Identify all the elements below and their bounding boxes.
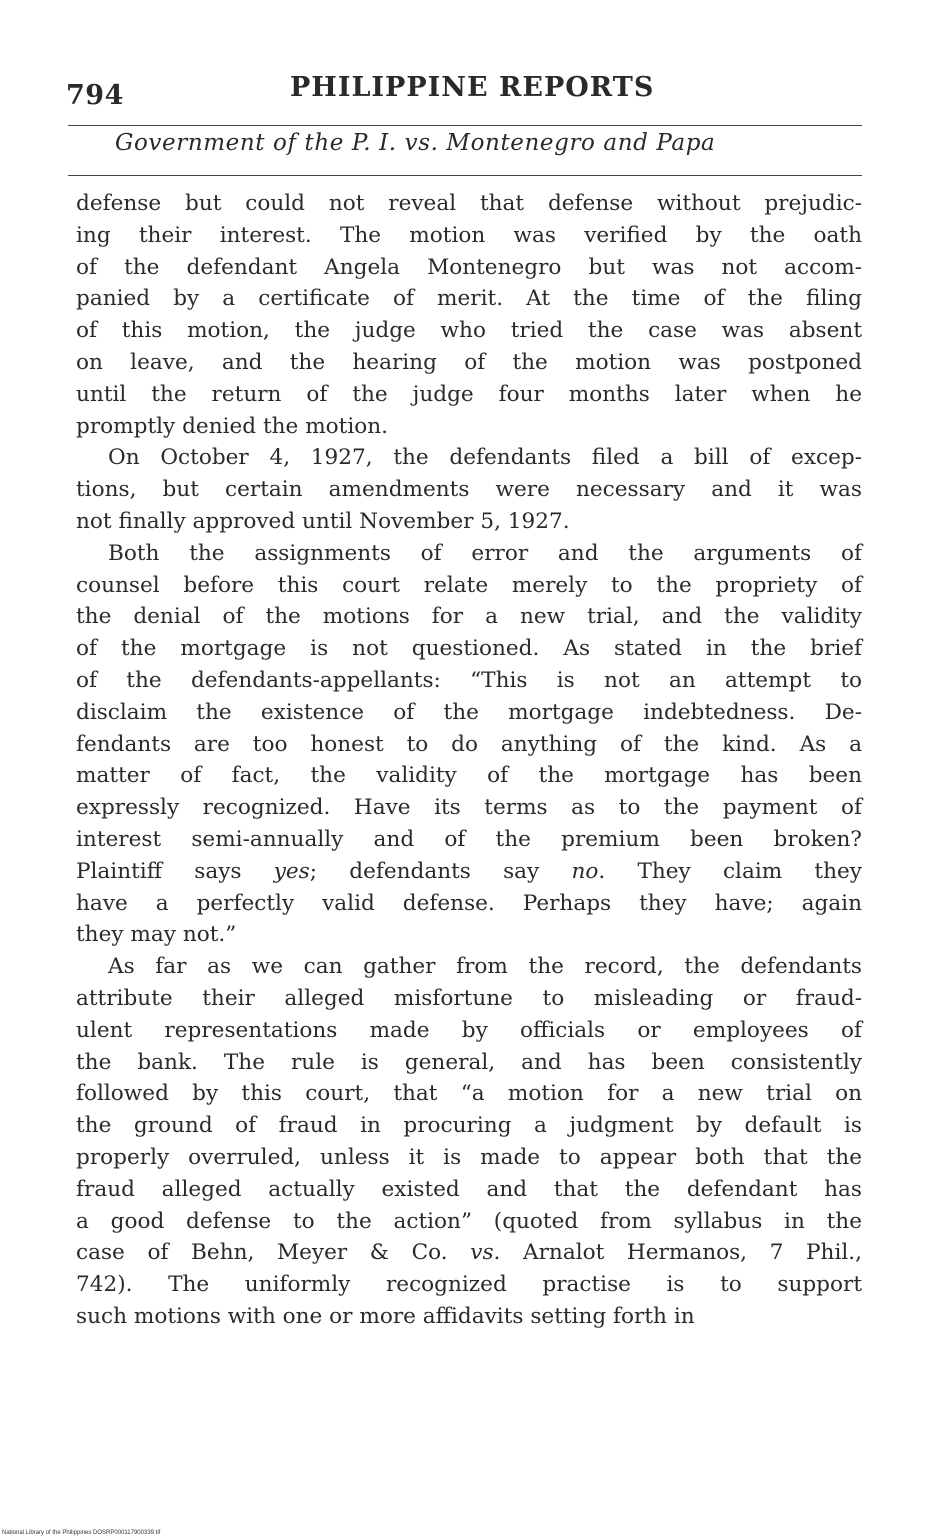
- text-line: fraud alleged actually existed and that the defendant has: [76, 1176, 862, 1202]
- text-line: followed by this court, that “a motion for a new trial on: [76, 1081, 862, 1107]
- case-title: Government of the P. I. vs. Montenegro and Papa: [115, 130, 716, 156]
- text-line: promptly denied the motion.: [76, 413, 389, 439]
- text-line: such motions with one or more affidavits setting forth in: [76, 1303, 695, 1329]
- text-line: not finally approved until November 5, 1927.: [76, 508, 570, 534]
- text-line: ulent representations made by officials or employees of: [76, 1017, 862, 1043]
- text-line: As far as we can gather from the record, the defendants: [108, 954, 862, 980]
- page-number: 794: [66, 80, 124, 111]
- text-line: case of Behn, Meyer & Co. vs. Arnalot Hermanos, 7 Phil.,: [76, 1240, 862, 1266]
- body-text: [76, 188, 862, 1333]
- running-head: PHILIPPINE REPORTS: [290, 72, 655, 103]
- text-line: disclaim the existence of the mortgage indebtedness. De-: [76, 699, 862, 725]
- text-line: defense but could not reveal that defense without prejudic-: [76, 191, 862, 216]
- text-line: matter of fact, the validity of the mortgage has been: [76, 763, 862, 789]
- text-line: until the return of the judge four months later when he: [76, 381, 862, 407]
- text-line: of the defendants-appellants: “This is not an attempt to: [76, 667, 862, 693]
- text-line: attribute their alleged misfortune to misleading or fraud-: [76, 985, 862, 1011]
- text-line: of this motion, the judge who tried the case was absent: [76, 318, 862, 344]
- text-line: the denial of the motions for a new trial, and the validity: [76, 604, 862, 630]
- text-line: fendants are too honest to do anything of the kind. As a: [76, 731, 862, 757]
- text-line: On October 4, 1927, the defendants filed a bill of excep-: [108, 445, 862, 471]
- text-line: they may not.”: [76, 922, 237, 948]
- text-line: on leave, and the hearing of the motion was postponed: [76, 349, 862, 375]
- text-line: have a perfectly valid defense. Perhaps they have; again: [76, 890, 862, 916]
- text-line: a good defense to the action” (quoted from syllabus in the: [76, 1208, 862, 1234]
- text-line: the bank. The rule is general, and has been consistently: [76, 1049, 862, 1075]
- text-line: interest semi-annually and of the premium been broken?: [76, 826, 862, 852]
- header-rule-bottom: [68, 175, 862, 176]
- text-line: counsel before this court relate merely to the propriety of: [76, 572, 862, 598]
- text-line: panied by a certificate of merit. At the time of the filing: [76, 286, 862, 312]
- text-line: properly overruled, unless it is made to appear both that the: [76, 1144, 862, 1170]
- text-line: Both the assignments of error and the arguments of: [108, 540, 862, 566]
- text-line: of the defendant Angela Montenegro but was not accom-: [76, 254, 862, 280]
- text-line: expressly recognized. Have its terms as to the payment of: [76, 795, 862, 821]
- text-line: the ground of fraud in procuring a judgment by default is: [76, 1113, 862, 1139]
- text-line: of the mortgage is not questioned. As stated in the brief: [76, 636, 862, 662]
- text-line: tions, but certain amendments were necessary and it was: [76, 477, 862, 503]
- header-rule-top: [68, 125, 862, 126]
- text-line: 742). The uniformly recognized practise is to support: [76, 1272, 862, 1298]
- text-line: ing their interest. The motion was verified by the oath: [76, 222, 862, 248]
- footer-stamp: National Library of the Philippines DOSRP000117900339.tif: [2, 1530, 161, 1536]
- text-line: Plaintiff says yes; defendants say no. They claim they: [76, 858, 862, 884]
